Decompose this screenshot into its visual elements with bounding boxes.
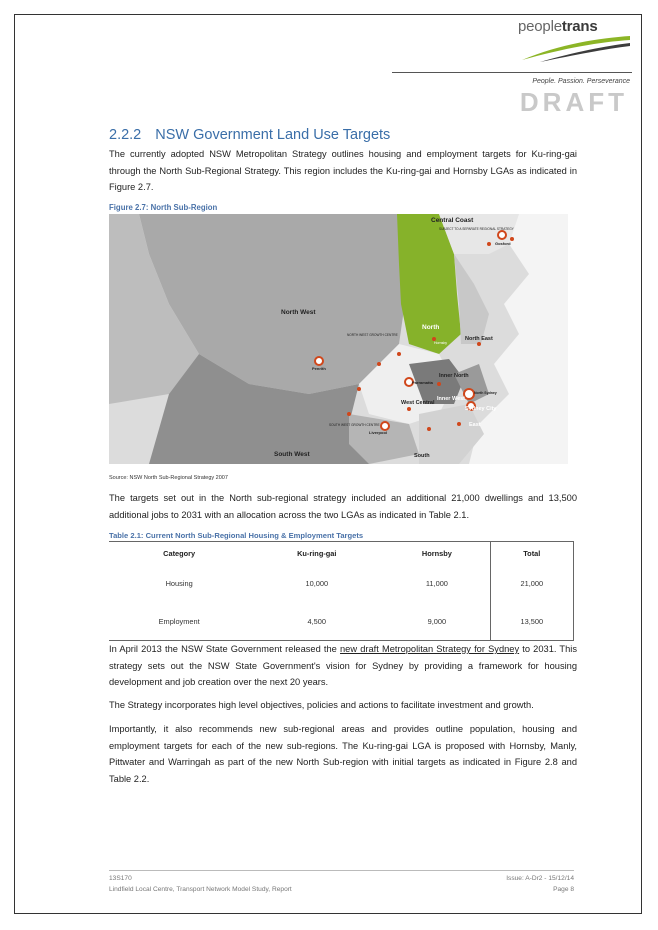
metropolitan-strategy-link[interactable]: new draft Metropolitan Strategy for Sydney	[340, 644, 520, 654]
label-north: North	[422, 324, 440, 331]
peopletrans-logo: peopletrans	[518, 18, 598, 35]
label-north-east: North East	[465, 336, 493, 342]
label-penrith: Penrith	[312, 366, 326, 371]
label-nw-growth: NORTH WEST GROWTH CENTRE	[347, 333, 398, 337]
label-sydney-city: Sydney City	[465, 406, 497, 412]
cell-total: 13,500	[490, 602, 573, 641]
targets-paragraph: The targets set out in the North sub-regional strategy included an additional 21,000 dwellings and 13,500 additional jobs to 2031 with an allocation across the two LGAs as indicated in Table 2.1.	[109, 493, 577, 520]
subregion-paragraph: Importantly, it also recommends new sub-regional areas and provides outline population, housing and employment targets for each of the new sub-regions. The Ku-ring-gai LGA is proposed with Hornsby, Manly, Pittwater and Warringah as part of the new North Sub-region with initial targets as indicated in Figure 2.8 and Table 2.2.	[109, 724, 577, 784]
header-rule	[392, 72, 632, 73]
intro-paragraph: The currently adopted NSW Metropolitan Strategy outlines housing and employment targets for Ku-ring-gai through the North Sub-Regional Strategy. This region includes the Ku-ring-gai and Hornsby LGAs as indicated in Figure 2.7.	[109, 149, 577, 192]
cell-hornsby: 11,000	[425, 578, 448, 588]
logo-swoosh-icon	[520, 34, 632, 64]
label-central-coast: Central Coast	[431, 217, 474, 224]
footer-page-number: Page 8	[553, 886, 574, 893]
cell-hornsby: 9,000	[427, 616, 447, 626]
section-heading	[109, 127, 404, 143]
section-number: 2.2.2	[109, 127, 142, 143]
label-inner-west: Inner West	[437, 396, 466, 402]
strategy-objectives-paragraph: The Strategy incorporates high level objectives, policies and actions to facilitate investment and growth.	[109, 700, 534, 710]
label-central-coast-sub: SUBJECT TO A SEPARATE REGIONAL STRATEGY	[439, 227, 514, 231]
figure-source: Source: NSW North Sub-Regional Strategy 2007	[109, 475, 228, 481]
label-parramatta: Parramatta	[412, 380, 433, 385]
strategy-release-paragraph	[109, 641, 577, 691]
footer-issue: Issue: A-Dr2 - 15/12/14	[506, 875, 574, 882]
section-title: NSW Government Land Use Targets	[155, 127, 391, 143]
label-liverpool: Liverpool	[369, 430, 388, 435]
footer-rule	[109, 870, 574, 871]
table-caption: Table 2.1: Current North Sub-Regional Housing & Employment Targets	[109, 531, 364, 540]
label-gosford: Gosford	[495, 241, 511, 246]
cell-ku-ring-gai: 10,000	[305, 578, 329, 588]
map-graphic	[109, 214, 568, 464]
label-inner-north: Inner North	[439, 373, 469, 379]
label-sw-growth: SOUTH WEST GROWTH CENTRE	[329, 423, 380, 427]
targets-table	[109, 541, 574, 641]
label-north-west: North West	[281, 309, 316, 316]
cell-category: Housing	[165, 578, 193, 588]
para3-text-before: In April 2013 the NSW State Government released the	[109, 644, 341, 654]
north-subregion-map	[109, 214, 568, 464]
footer-project-code: 13S170	[109, 875, 132, 882]
table-row	[109, 564, 574, 602]
col-header-total: Total	[490, 542, 573, 565]
draft-watermark: DRAFT	[519, 87, 628, 117]
label-south: South	[414, 453, 430, 459]
footer-document-title: Lindfield Local Centre, Transport Network Model Study, Report	[109, 886, 292, 893]
label-south-west: South West	[274, 451, 310, 458]
cell-total: 21,000	[490, 564, 573, 602]
label-west-central: West Central	[401, 400, 435, 406]
col-header-hornsby: Hornsby	[421, 548, 452, 558]
label-hornsby: Hornsby	[434, 341, 448, 345]
figure-caption: Figure 2.7: North Sub-Region	[109, 203, 218, 212]
cell-ku-ring-gai: 4,500	[307, 616, 327, 626]
tagline: People. Passion. Perseverance	[532, 78, 630, 85]
table-row	[109, 602, 574, 641]
table-header-row	[109, 542, 574, 565]
col-header-ku-ring-gai: Ku-ring-gai	[297, 548, 337, 558]
cell-category: Employment	[158, 616, 200, 626]
col-header-category: Category	[163, 548, 196, 558]
label-north-sydney: North Sydney	[474, 391, 497, 395]
para3-text-after: to 2031. This strategy sets out the NSW State Government's vision for Sydney by providing a framework for housing development and job creation over the next 20 years.	[109, 644, 577, 687]
label-east: East	[469, 422, 481, 428]
